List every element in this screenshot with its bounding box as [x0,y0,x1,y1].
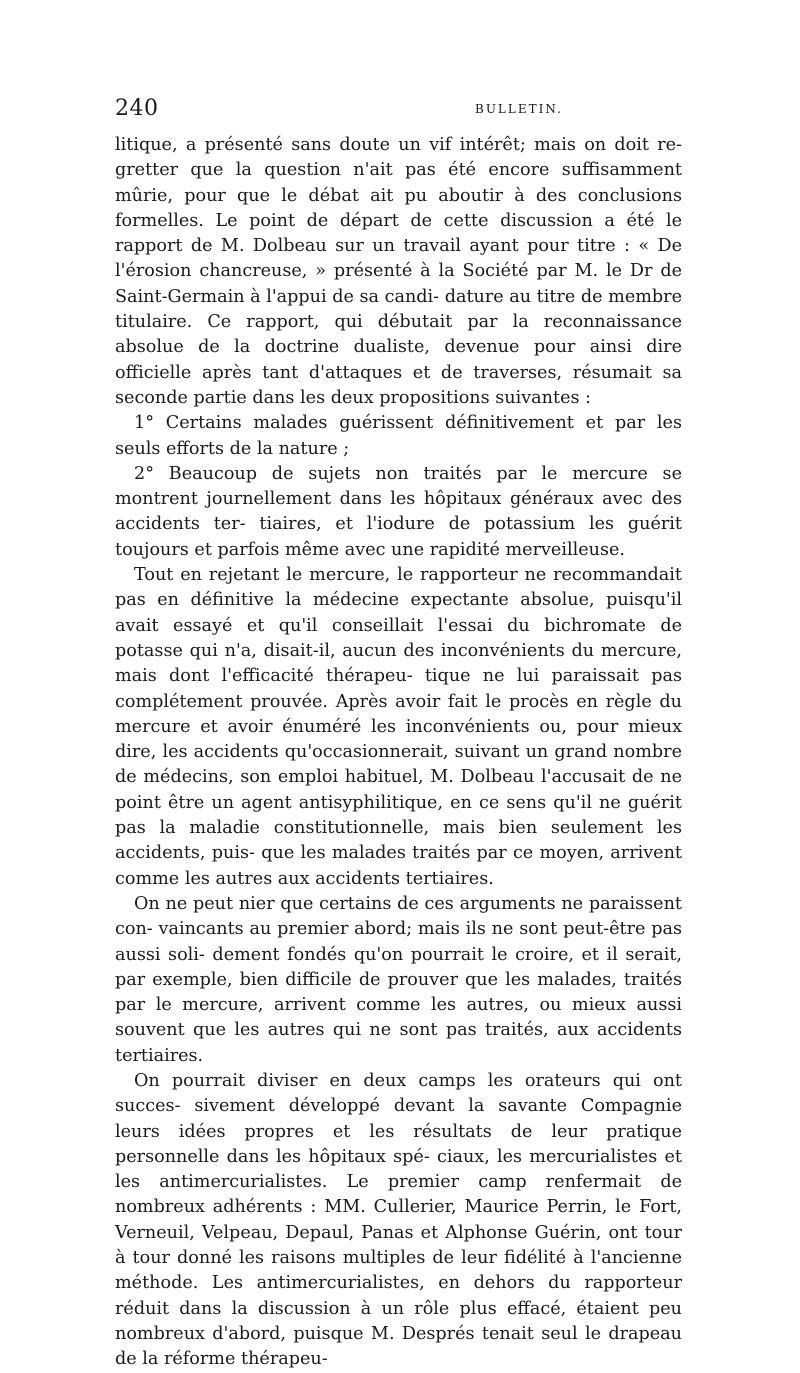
paragraph: litique, a présenté sans doute un vif intérêt; mais on doit re- gretter que la question n'ait pas été encore suffisamment mûrie, pour que le débat ait pu aboutir à des conclusions formelles. Le point de départ de cette discussion a été le rapport de M. Dolbeau sur un travail ayant pour titre : « De l'érosion chancreuse, » présenté à la Société par M. le Dr de Saint-Germain à l'appui de sa candi- dature au titre de membre titulaire. Ce rapport, qui débutait par la reconnaissance absolue de la doctrine dualiste, devenue pour ainsi dire officielle après tant d'attaques et de traverses, résumait sa seconde partie dans les deux propositions suivantes : [115,135,682,408]
running-title: BULLETIN. [475,102,563,116]
page-header [115,96,682,126]
paragraph: On pourrait diviser en deux camps les orateurs qui ont succes- sivement développé devant la savante Compagnie leurs idées propres et les résultats de leur pratique personnelle dans les hôpitaux spé- ciaux, les mercurialistes et les antimercurialistes. Le premier camp renfermait de nombreux adhérents : MM. Cullerier, Maurice Perrin, le Fort, Verneuil, Velpeau, Depaul, Panas et Alphonse Guérin, ont tour à tour donné les raisons multiples de leur fidélité à l'ancienne méthode. Les antimercurialistes, en dehors du rapporteur réduit dans la discussion à un rôle plus effacé, étaient peu nombreux d'abord, puisque M. Després tenait seul le drapeau de la réforme thérapeu- [115,1070,682,1370]
paragraph: Tout en rejetant le mercure, le rapporteur ne recommandait pas en définitive la médecine expectante absolue, puisqu'il avait essayé et qu'il conseillait l'essai du bichromate de potasse qui n'a, disait-il, aucun des inconvénients du mercure, mais dont l'efficacité thérapeu- tique ne lui paraissait pas complétement prouvée. Après avoir fait le procès en règle du mercure et avoir énuméré les inconvénients ou, pour mieux dire, les accidents qu'occasionnerait, suivant un grand nombre de médecins, son emploi habituel, M. Dolbeau l'accusait de ne point être un agent antisyphilitique, en ce sens qu'il ne guérit pas la maladie constitutionnelle, mais bien seulement les accidents, puis- que les malades traités par ce moyen, arrivent comme les autres aux accidents tertiaires. [115,565,682,889]
page-number: 240 [115,96,159,121]
paragraph: On ne peut nier que certains de ces arguments ne paraissent con- vaincants au premier abord; mais ils ne sont peut-être pas aussi soli- dement fondés qu'on pourrait le croire, et il serait, par exemple, bien difficile de prouver que les malades, traités par le mercure, arrivent comme les autres, ou mieux aussi souvent que les autres qui ne sont pas traités, aux accidents tertiaires. [115,893,682,1066]
paragraph: 2° Beaucoup de sujets non traités par le mercure se montrent journellement dans les hôpitaux généraux avec des accidents ter- tiaires, et l'iodure de potassium les guérit toujours et parfois même avec une rapidité merveilleuse. [115,463,682,560]
paragraph: 1° Certains malades guérissent définitivement et par les seuls efforts de la nature ; [115,413,682,459]
body-text [115,133,682,1373]
